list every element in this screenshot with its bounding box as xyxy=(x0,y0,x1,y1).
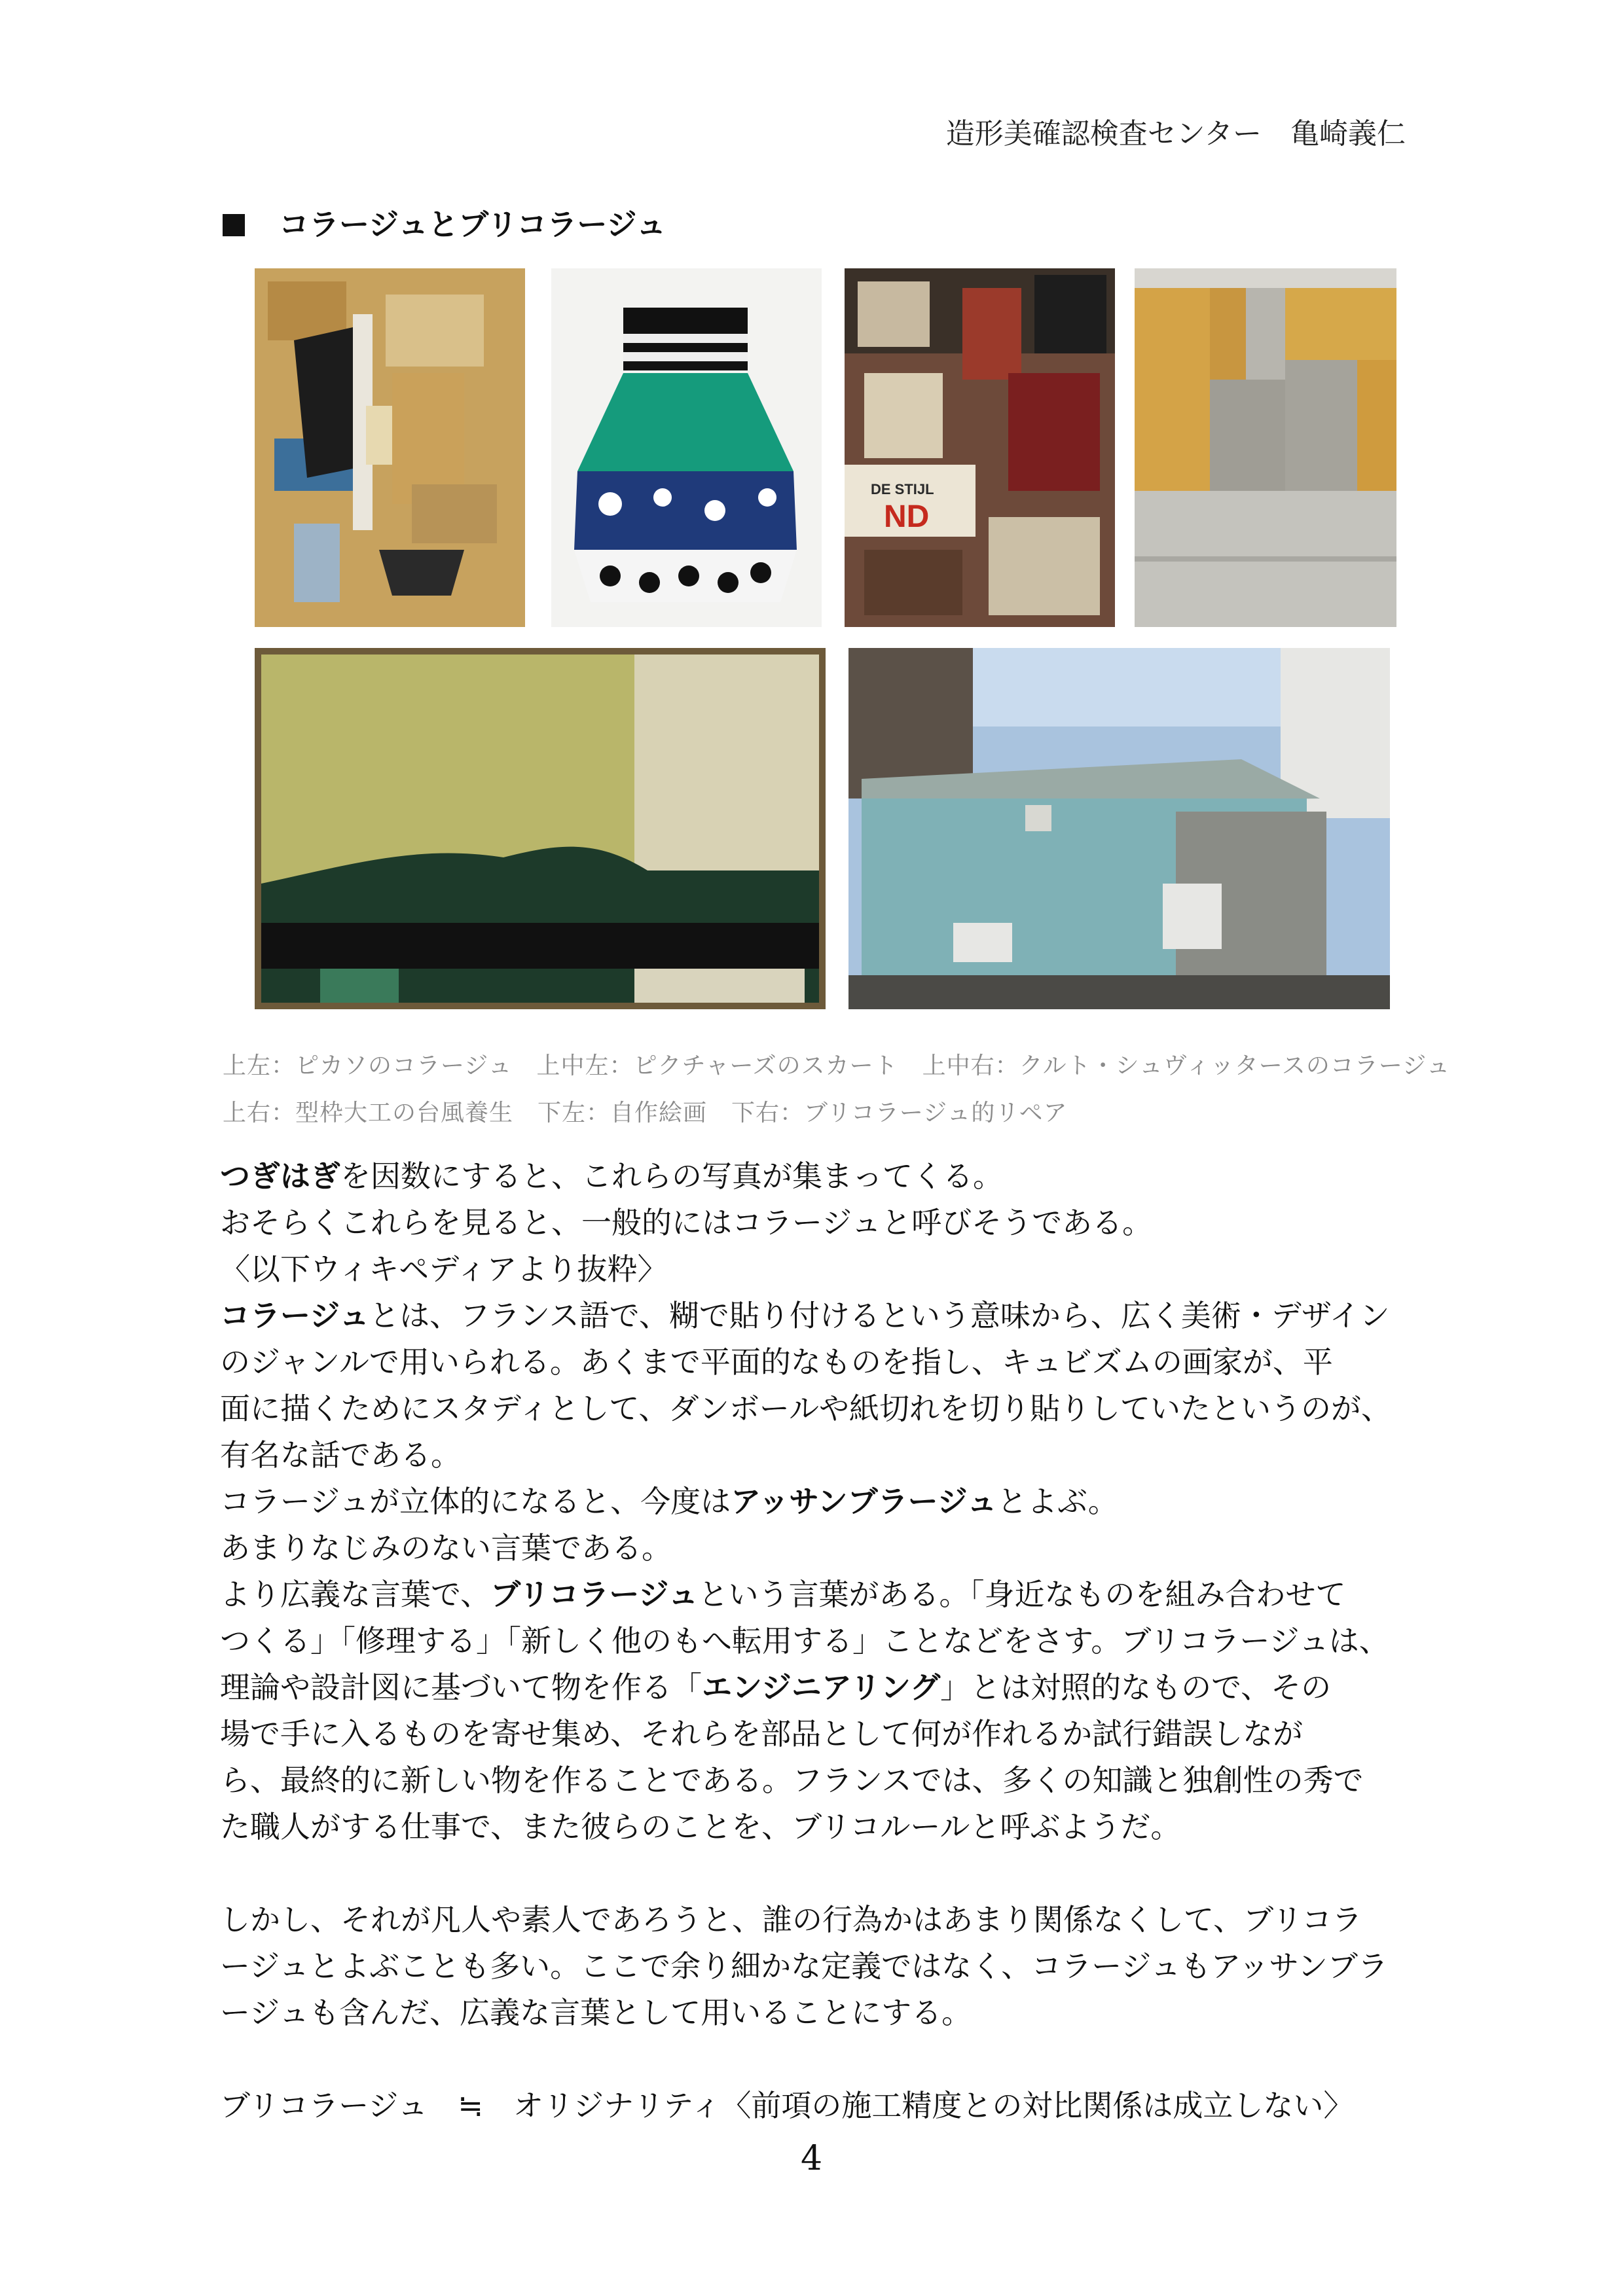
body-line: 場で手に入るものを寄せ集め、それらを部品として何が作れるか試行錯誤しなが xyxy=(220,1716,1304,1751)
body-line: 面に描くためにスタディとして、ダンボールや紙切れを切り貼りしていたというのが、 xyxy=(220,1391,1391,1426)
paragraph-gap xyxy=(220,2036,1457,2083)
photo-picasso-collage xyxy=(255,268,525,627)
keyword-assemblage: アッサンブラージュ xyxy=(731,1484,997,1519)
body-line: ら、最終的に新しい物を作ることである。フランスでは、多くの知識と独創性の秀で xyxy=(220,1763,1364,1798)
keyword-tsugihagi: つぎはぎ xyxy=(220,1158,340,1194)
text-span: とは、フランス語で、糊で貼り付けるという意味から、広く美術・デザイン xyxy=(369,1298,1390,1333)
text-span: 」とは対照的なもので、その xyxy=(940,1670,1332,1705)
keyword-collage: コラージュ xyxy=(220,1298,370,1333)
body-line: 有名な話である。 xyxy=(220,1437,461,1473)
body-line xyxy=(220,1479,1457,1525)
text-span: という言葉がある。「身近なものを組み合わせて xyxy=(698,1577,1346,1612)
photo-caption-line-2: 上右：型枠大工の台風養生 下左：自作絵画 下右：ブリコラージュ的リペア xyxy=(223,1100,1068,1126)
section-heading xyxy=(223,201,666,244)
body-line: しかし、それが凡人や素人であろうと、誰の行為かはあまり関係なくして、ブリコラ xyxy=(220,1902,1362,1937)
body-line xyxy=(220,1664,1457,1711)
body-line-conclusion: ブリコラージュ ≒ オリジナリティ〈前項の施工精度との対比関係は成立しない〉 xyxy=(220,2088,1354,2123)
photo-picture-skirt xyxy=(551,268,822,627)
body-line xyxy=(220,1153,1457,1200)
text-span: とよぶ。 xyxy=(996,1484,1118,1519)
paragraph-gap xyxy=(220,1850,1457,1897)
body-line: おそらくこれらを見ると、一般的にはコラージュと呼びそうである。 xyxy=(220,1205,1153,1240)
section-title: コラージュとブリコラージュ xyxy=(279,207,666,242)
body-line: つくる」「修理する」「新しく他のもへ転用する」ことなどをさす。ブリコラージュは、 xyxy=(220,1623,1389,1659)
heading-square-bullet xyxy=(223,214,245,236)
photo-bricolage-repair xyxy=(848,648,1390,1009)
photo-formwork-typhoon-curing xyxy=(1135,268,1396,627)
body-line xyxy=(220,1571,1457,1618)
body-line: ージュも含んだ、広義な言葉として用いることにする。 xyxy=(220,1995,972,2030)
text-span: を因数にすると、これらの写真が集まってくる。 xyxy=(340,1158,1003,1194)
collage-destijl-text: DE STIJL xyxy=(871,481,934,497)
photo-caption-line-1: 上左：ピカソのコラージュ 上中左：ピクチャーズのスカート 上中右：クルト・シュヴィッタースのコラージュ xyxy=(223,1052,1451,1079)
body-line xyxy=(220,1293,1457,1339)
keyword-engineering: エンジニアリング xyxy=(702,1670,941,1705)
body-text xyxy=(220,1153,1457,2129)
keyword-bricolage: ブリコラージュ xyxy=(490,1577,699,1612)
photo-schwitters-collage xyxy=(845,268,1115,627)
body-line: 〈以下ウィキペディアより抜粋〉 xyxy=(220,1251,668,1287)
body-line: ージュとよぶことも多い。ここで余り細かな定義ではなく、コラージュもアッサンブラ xyxy=(220,1948,1388,1984)
text-span: 理論や設計図に基づいて物を作る「 xyxy=(220,1670,702,1705)
body-line: のジャンルで用いられる。あくまで平面的なものを指し、キュビズムの画家が、平 xyxy=(220,1344,1333,1380)
collage-nd-text: ND xyxy=(884,499,930,534)
photo-own-painting xyxy=(255,648,826,1009)
body-line: あまりなじみのない言葉である。 xyxy=(220,1530,672,1566)
header-author: 造形美確認検査センター 亀崎義仁 xyxy=(945,117,1406,151)
text-span: コラージュが立体的になると、今度は xyxy=(220,1484,731,1519)
body-line: た職人がする仕事で、また彼らのことを、ブリコルールと呼ぶようだ。 xyxy=(220,1809,1181,1844)
text-span: より広義な言葉で、 xyxy=(220,1577,491,1612)
page-number: 4 xyxy=(800,2139,823,2178)
